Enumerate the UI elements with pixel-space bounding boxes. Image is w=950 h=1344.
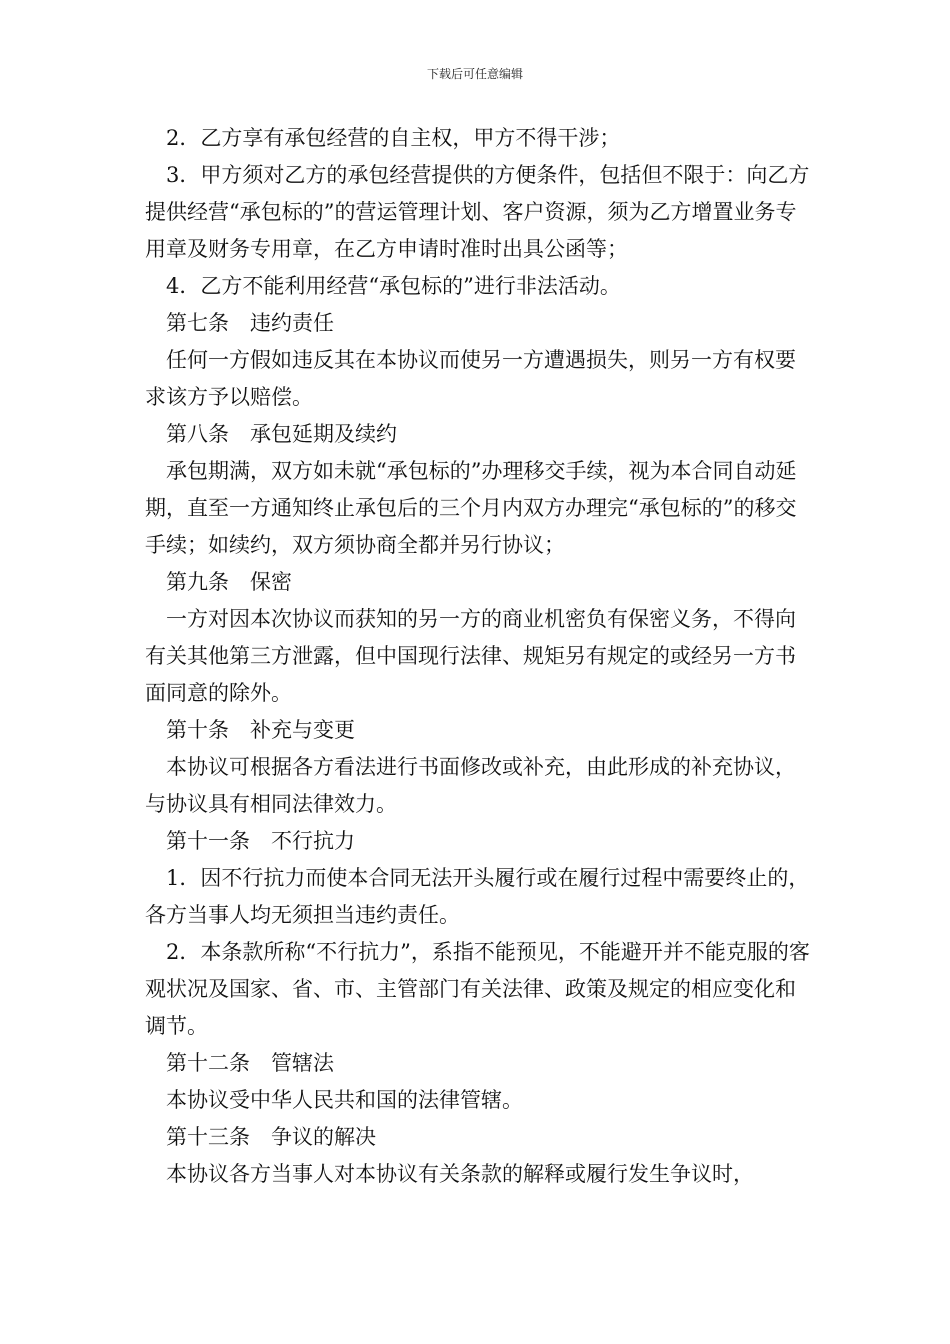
article-7-heading: 第七条 违约责任 (166, 311, 334, 335)
clause-item-4: 4．乙方不能利用经营“承包标的”进行非法活动。 (166, 274, 621, 298)
article-10-body: 本协议可根据各方看法进行书面修改或补充，由此形成的补充协议，与协议具有相同法律效力。 (145, 755, 796, 816)
article-8-heading: 第八条 承包延期及续约 (166, 422, 397, 446)
article-12-body: 本协议受中华人民共和国的法律管辖。 (166, 1088, 523, 1112)
article-11-item-1: 1．因不行抗力而使本合同无法开头履行或在履行过程中需要终止的，各方当事人均无须担当违约责任。 (145, 866, 810, 927)
article-9-body: 一方对因本次协议而获知的另一方的商业机密负有保密义务，不得向有关其他第三方泄露，但中国现行法律、规矩另有规定的或经另一方书面同意的除外。 (145, 607, 796, 705)
article-11-item-2: 2．本条款所称“不行抗力”，系指不能预见，不能避开并不能克服的客观状况及国家、省、市、主管部门有关法律、政策及规定的相应变化和调节。 (145, 940, 810, 1038)
clause-item-2: 2．乙方享有承包经营的自主权，甲方不得干涉； (166, 126, 621, 150)
article-8-body: 承包期满，双方如未就“承包标的”办理移交手续，视为本合同自动延期，直至一方通知终止承包后的三个月内双方办理完“承包标的”的移交手续；如续约，双方须协商全都并另行协议； (145, 459, 797, 557)
article-12-heading: 第十二条 管辖法 (166, 1051, 334, 1075)
header-note: 下载后可任意编辑 (426, 67, 523, 81)
article-7-body: 任何一方假如违反其在本协议而使另一方遭遇损失，则另一方有权要求该方予以赔偿。 (145, 348, 796, 409)
article-13-heading: 第十三条 争议的解决 (166, 1125, 376, 1149)
article-13-body: 本协议各方当事人对本协议有关条款的解释或履行发生争议时， (166, 1162, 754, 1186)
article-9-heading: 第九条 保密 (166, 570, 292, 594)
article-10-heading: 第十条 补充与变更 (166, 718, 355, 742)
document-body (145, 120, 810, 1193)
article-11-heading: 第十一条 不行抗力 (166, 829, 355, 853)
clause-item-3: 3．甲方须对乙方的承包经营提供的方便条件，包括但不限于：向乙方提供经营“承包标的”的营运管理计划、客户资源，须为乙方增置业务专用章及财务专用章，在乙方申请时准时出具公函等； (145, 163, 810, 261)
